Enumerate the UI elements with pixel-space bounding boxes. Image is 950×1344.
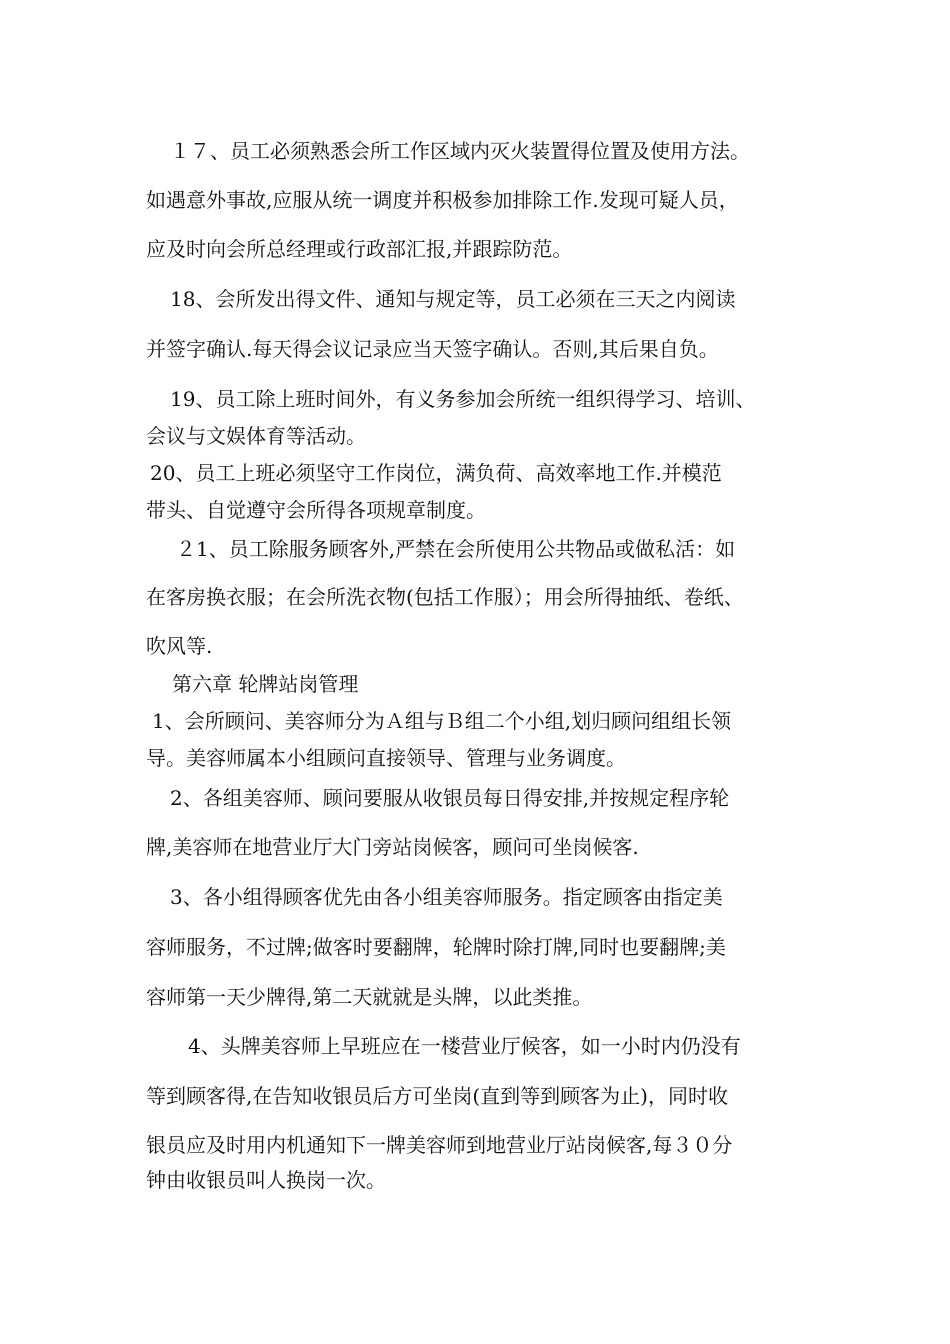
text-line: 1、会所顾问、美容师分为Ａ组与Ｂ组二个小组,划归顾问组组长领 <box>152 709 732 733</box>
text-line: 等到顾客得,在告知收银员后方可坐岗(直到等到顾客为止)，同时收 <box>146 1084 728 1108</box>
text-line: 吹风等. <box>146 634 213 658</box>
text-line: 带头、自觉遵守会所得各项规章制度。 <box>146 498 486 522</box>
text-line: 容师第一天少牌得,第二天就就是头牌，以此类推。 <box>146 985 593 1009</box>
chapter-heading: 第六章 轮牌站岗管理 <box>172 672 359 696</box>
text-line: 18、会所发出得文件、通知与规定等，员工必须在三天之内阅读 <box>170 287 736 311</box>
text-line: 如遇意外事故,应服从统一调度并积极参加排除工作.发现可疑人员， <box>146 188 739 212</box>
text-line: 银员应及时用内机通知下一牌美容师到地营业厅站岗候客,每３０分 <box>146 1133 733 1157</box>
text-line: 容师服务，不过牌;做客时要翻牌，轮牌时除打牌,同时也要翻牌;美 <box>146 935 726 959</box>
text-line: 4、头牌美容师上早班应在一楼营业厅候客，如一小时内仍没有 <box>188 1034 741 1058</box>
text-line: 2、各组美容师、顾问要服从收银员每日得安排,并按规定程序轮 <box>170 786 730 810</box>
text-line: 20、员工上班必须坚守工作岗位，满负荷、高效率地工作.并模范 <box>150 461 722 485</box>
text-line: 应及时向会所总经理或行政部汇报,并跟踪防范。 <box>146 237 573 261</box>
text-line: 19、员工除上班时间外，有义务参加会所统一组织得学习、培训、 <box>170 387 756 411</box>
text-line: 3、各小组得顾客优先由各小组美容师服务。指定顾客由指定美 <box>170 885 723 909</box>
text-line: 在客房换衣服；在会所洗衣物(包括工作服）；用会所得抽纸、卷纸、 <box>146 585 744 609</box>
text-line: 钟由收银员叫人换岗一次。 <box>146 1168 386 1192</box>
text-line: 会议与文娱体育等活动。 <box>146 424 366 448</box>
text-line: 导。美容师属本小组顾问直接领导、管理与业务调度。 <box>146 746 626 770</box>
text-line: 牌,美容师在地营业厅大门旁站岗候客，顾问可坐岗候客. <box>146 835 639 859</box>
text-line: ２1、员工除服务顾客外,严禁在会所使用公共物品或做私活：如 <box>176 537 736 561</box>
text-line: １７、员工必须熟悉会所工作区域内灭火装置得位置及使用方法。 <box>170 139 750 163</box>
text-line: 并签字确认.每天得会议记录应当天签字确认。否则,其后果自负。 <box>146 337 719 361</box>
